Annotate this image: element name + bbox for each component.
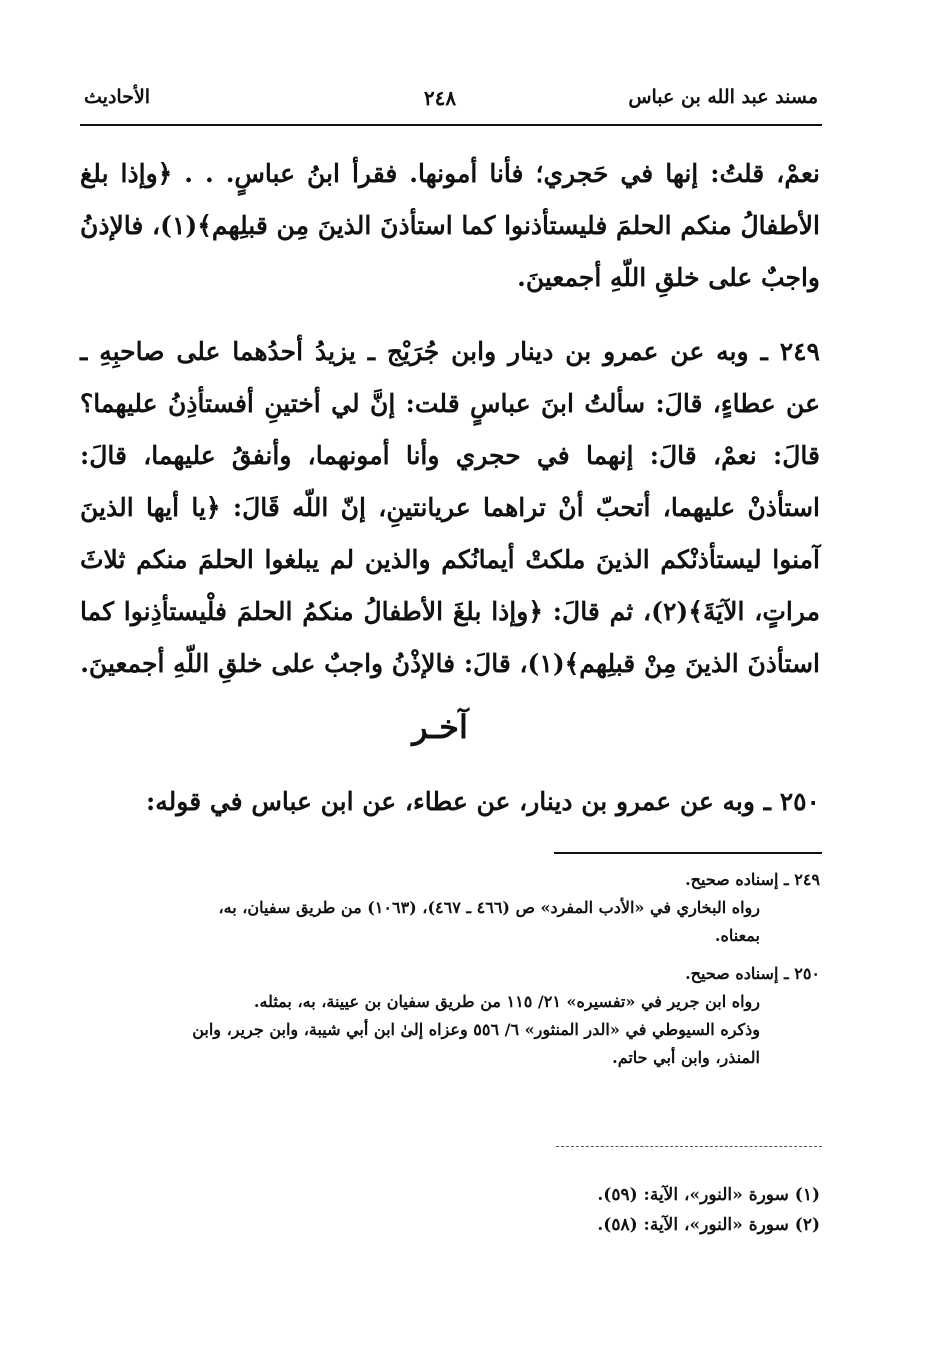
note-250-line: المنذر، وابن أبي حاتم. — [612, 1048, 760, 1067]
reference-item: (٢) سورة «النور»، الآية: (٥٨). — [597, 1215, 820, 1235]
note-250-heading: ٢٥٠ ـ إسناده صحيح. — [685, 964, 820, 983]
page-number: ٢٤٨ — [423, 86, 457, 110]
note-249-line: رواه البخاري في «الأدب المفرد» ص (٤٦٦ ـ ٤٦٧)، (١٠٦٣) من طريق سفيان، به، — [218, 898, 760, 917]
text-line: عن عطاءٍ، قالَ: سألتُ ابنَ عباسٍ قلت: إنَّ لي أختينِ أفستأذِنُ عليهما؟ — [80, 389, 820, 418]
text-line: استأذنَ الذينَ مِنْ قبلِهم﴾(١)، قالَ: فالإذْنُ واجبٌ على خلقِ اللّهِ أجمعينَ. — [80, 649, 820, 678]
takhrij-notes — [80, 866, 820, 1072]
text-line: نعمْ، قلتُ: إنها في حَجري؛ فأنا أمونها. فقرأ ابنُ عباسٍ. . . ﴿وإذا بلغ — [80, 159, 820, 188]
text-line: الأطفالُ منكم الحلمَ فليستأذنوا كما استأذنَ الذينَ مِن قبلِهم﴾(١)، فالإذنُ — [80, 211, 820, 240]
text-line: قالَ: نعمْ، قالَ: إنهما في حجري وأنا أمونهما، وأنفقُ عليهما، قالَ: — [80, 441, 820, 470]
text-line: مراتٍ، الآيَةَ﴾(٢)، ثم قالَ: ﴿وإذا بلغَ الأطفالُ منكمُ الحلمَ فلْيستأذِنوا كما — [80, 597, 820, 626]
hadith-250 — [80, 776, 820, 828]
text-line: ٢٥٠ ـ وبه عن عمرو بن دينار، عن عطاء، عن ابن عباس في قوله: — [146, 787, 820, 816]
footnote-divider — [554, 852, 822, 854]
section-heading: آخـر — [412, 708, 468, 746]
text-line: آمنوا ليستأذنْكم الذينَ ملكتْ أيمانُكم والذين لم يبلغوا الحلمَ منكم ثلاثَ — [80, 545, 820, 574]
quran-references — [80, 1180, 820, 1240]
reference-item: (١) سورة «النور»، الآية: (٥٩). — [597, 1185, 820, 1205]
note-249-line: بمعناه. — [714, 926, 760, 945]
reference-divider — [556, 1146, 822, 1147]
paragraph-continuation — [80, 148, 820, 304]
hadith-249 — [80, 326, 820, 690]
running-title: مسند عبد الله بن عباس — [628, 86, 818, 108]
text-line: استأذنْ عليهما، أتحبّ أنْ تراهما عريانتينِ، إنّ اللّه قَالَ: ﴿يا أيها الذينَ — [80, 493, 820, 522]
running-section: الأحاديث — [84, 86, 151, 108]
text-line: واجبٌ على خلقِ اللّهِ أجمعينَ. — [517, 263, 820, 292]
note-249-heading: ٢٤٩ ـ إسناده صحيح. — [685, 870, 820, 889]
note-250-line: وذكره السيوطي في «الدر المنثور» ٦/ ٥٥٦ وعزاه إلىٰ ابن أبي شيبة، وابن جرير، وابن — [192, 1020, 760, 1039]
header-divider — [80, 124, 822, 126]
note-250-line: رواه ابن جرير في «تفسيره» ٢١/ ١١٥ من طريق سفيان بن عيينة، به، بمثله. — [253, 992, 760, 1011]
text-line: ٢٤٩ ـ وبه عن عمرو بن دينار وابن جُرَيْج ـ يزيدُ أحدُهما على صاحبِهِ ـ — [80, 337, 820, 366]
